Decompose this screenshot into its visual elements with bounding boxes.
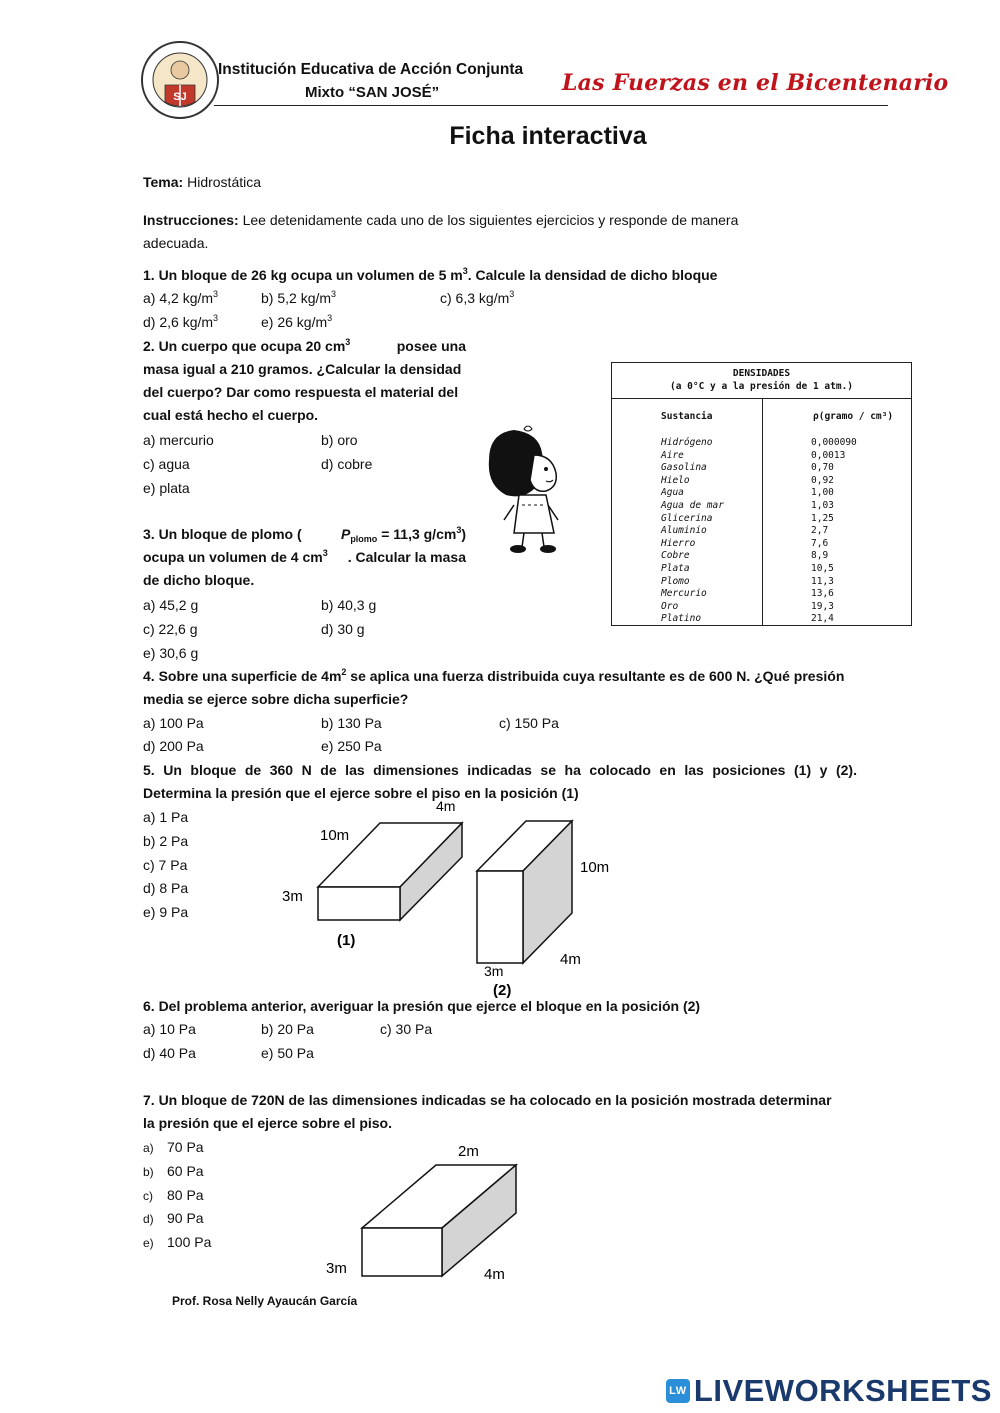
q7-block-figure xyxy=(320,1138,530,1288)
slogan: Las Fuerzas en el Bicentenario xyxy=(562,70,949,96)
table-substance: Hierro xyxy=(661,537,696,549)
q6-option-b[interactable]: b) 20 Pa xyxy=(261,1021,314,1037)
fig2-label-3m: 3m xyxy=(484,963,504,979)
q1-option-b[interactable]: b) 5,2 $kg/m^3$ xyxy=(261,289,337,306)
q7-label-3m: 3m xyxy=(326,1260,347,1277)
school-logo xyxy=(140,40,220,120)
table-substance: Hielo xyxy=(661,474,690,486)
q3-option-c[interactable]: c) 22,6 g xyxy=(143,621,198,637)
table-substance: Hidrógeno xyxy=(661,437,713,448)
q5-block-figures xyxy=(270,795,630,1000)
q6-option-d[interactable]: d) 40 Pa xyxy=(143,1045,196,1061)
density-table-subtitle: (a 0°C y a la presión de 1 atm.) xyxy=(669,381,854,392)
table-density-value: 11,3 xyxy=(811,575,834,587)
table-density-value: 0,70 xyxy=(811,462,834,474)
fig1-label-4m: 4m xyxy=(436,798,456,814)
q1-option-a[interactable]: a) 4,2 $kg/m^3$ xyxy=(143,289,219,306)
table-density-value: 21,4 xyxy=(811,613,834,625)
table-density-value: 7,6 xyxy=(811,537,829,549)
table-col-substance: Sustancia xyxy=(661,411,713,422)
fig1-position-label: (1) xyxy=(337,932,356,949)
q5-option-c[interactable]: c) 7 Pa xyxy=(143,857,188,873)
table-substance: Gasolina xyxy=(661,462,707,474)
table-substance: Agua xyxy=(661,487,684,499)
q1-option-e[interactable]: e) 26 $kg/m^3$ xyxy=(261,313,333,330)
table-density-value: 0,000090 xyxy=(811,437,857,448)
tema xyxy=(143,174,261,190)
table-substance: Platino xyxy=(661,613,702,625)
header-rule xyxy=(214,105,888,106)
table-density-value: 19,3 xyxy=(811,600,834,612)
instrucciones-line2: adecuada. xyxy=(143,235,209,251)
table-substance: Aluminio xyxy=(661,525,707,537)
q5-option-b[interactable]: b) 2 Pa xyxy=(143,833,189,849)
q7-text: 7. Un bloque de 720N de las dimensiones indicadas se ha colocado en la posición mostrada determinar la presión que el ejerce sobre el piso. xyxy=(143,1092,832,1131)
table-divider xyxy=(762,399,763,625)
table-substance: Aire xyxy=(661,449,684,461)
density-table xyxy=(611,362,912,626)
density-table-title: DENSIDADES xyxy=(732,368,791,379)
fig2-front-face xyxy=(477,871,523,963)
logo-letters: SJ xyxy=(173,91,187,103)
q1-text xyxy=(143,264,717,287)
q7-label-2m: 2m xyxy=(458,1143,479,1160)
q3-option-e[interactable]: e) 30,6 g xyxy=(143,645,199,661)
q7-option-a[interactable]: a) 70 Pa xyxy=(143,1139,204,1155)
q6-option-e[interactable]: e) 50 Pa xyxy=(261,1045,314,1061)
q5-text: 5. Un bloque de 360 N de las dimensiones indicadas se ha colocado en las posiciones (1) y (2). Determina la presión que el ejerce sobre el piso en la posición (1) xyxy=(143,762,857,801)
q4-option-d[interactable]: d) 200 Pa xyxy=(143,738,204,754)
institution-line2: Mixto “SAN JOSÉ” xyxy=(305,84,440,101)
table-density-value: 10,5 xyxy=(811,563,834,574)
density-table-header xyxy=(612,363,911,399)
page-title: Ficha interactiva xyxy=(449,122,647,150)
q2-option-d[interactable]: d) cobre xyxy=(321,456,373,472)
q3-option-b[interactable]: b) 40,3 g xyxy=(321,597,377,613)
q1-option-d[interactable]: d) 2,6 $kg/m^3$ xyxy=(143,313,219,330)
q5-option-d[interactable]: d) 8 Pa xyxy=(143,880,189,896)
q2-option-c[interactable]: c) agua xyxy=(143,456,190,472)
table-substance: Glicerina xyxy=(661,512,713,524)
author: Prof. Rosa Nelly Ayaucán García xyxy=(172,1294,358,1308)
q7-label-4m: 4m xyxy=(484,1266,505,1283)
fig1-label-3m: 3m xyxy=(282,888,303,905)
q3-option-d[interactable]: d) 30 g xyxy=(321,621,365,637)
table-substance: Plomo xyxy=(661,575,690,587)
q7-option-e[interactable]: e) 100 Pa xyxy=(143,1234,212,1250)
q6-option-c[interactable]: c) 30 Pa xyxy=(380,1021,433,1037)
q4-text: 4. Sobre una superficie de $4m^2$ se aplica una fuerza distribuida cuya resultante es de 600 N. ¿Qué presión media se ejerce sobre dicha superficie? xyxy=(143,667,845,707)
table-col-density: ρ(gramo / cm³) xyxy=(813,411,894,422)
table-density-value: 1,00 xyxy=(811,487,834,499)
table-density-value: 2,7 xyxy=(811,525,829,537)
table-density-value: 0,0013 xyxy=(811,449,846,461)
fig2-label-4m: 4m xyxy=(560,951,581,968)
fig2-position-label: (2) xyxy=(493,982,512,999)
tema-label: Tema: xyxy=(143,174,184,190)
q2-text: 2. Un cuerpo que ocupa 20 $cm^3$ posee una masa igual a 210 gramos. ¿Calcular la densidad del cuerpo? Dar como respuesta el material del cual está hecho el cuerpo. xyxy=(143,337,466,423)
fig1-label-10m: 10m xyxy=(320,827,350,844)
brand-text: LIVEWORKSHEETS xyxy=(693,1373,992,1408)
q1-text-end: . Calcule la densidad de dicho bloque xyxy=(467,267,718,283)
table-density-value: 0,92 xyxy=(811,474,834,486)
table-substance: Mercurio xyxy=(661,588,707,600)
q7-front-face xyxy=(362,1228,442,1276)
q4-option-c[interactable]: c) 150 Pa xyxy=(499,715,559,731)
q1-text-main: 1. Un bloque de 26 kg ocupa un volumen de 5 m xyxy=(143,267,463,283)
q2-option-a[interactable]: a) mercurio xyxy=(143,432,214,448)
tema-value: Hidrostática xyxy=(187,174,262,190)
q1-option-c[interactable]: c) 6,3 $kg/m^3$ xyxy=(440,289,515,306)
table-density-value: 13,6 xyxy=(811,588,834,600)
table-substance: Oro xyxy=(661,600,679,612)
table-substance: Plata xyxy=(661,563,690,574)
q3-text: 3. Un bloque de plomo ( $P_{plomo} = 11,3$ $g/cm^3$) ocupa un volumen de 4 $cm^3$ . Calcular la masa de dicho bloque. xyxy=(143,525,466,588)
fig2-label-10m: 10m xyxy=(580,859,610,876)
q5-option-a[interactable]: a) 1 Pa xyxy=(143,809,189,825)
lw-badge-icon: LW xyxy=(666,1379,690,1403)
instrucciones-label: Instrucciones: xyxy=(143,212,239,228)
liveworksheets-logo[interactable] xyxy=(666,1373,992,1409)
q5-option-e[interactable]: e) 9 Pa xyxy=(143,904,189,920)
table-density-value: 1,03 xyxy=(811,500,834,511)
instrucciones-line1: Lee detenidamente cada uno de los siguientes ejercicios y responde de manera xyxy=(242,212,739,228)
cartoon-girl-illustration xyxy=(484,425,574,555)
table-substance: Cobre xyxy=(661,550,690,562)
q7-option-c[interactable]: c) 80 Pa xyxy=(143,1187,204,1203)
institution-line1: Institución Educativa de Acción Conjunta xyxy=(218,61,524,78)
q6-text: 6. Del problema anterior, averiguar la presión que ejerce el bloque en la posición (2) xyxy=(143,998,701,1014)
instrucciones xyxy=(143,209,843,255)
q1-sup: 3 xyxy=(462,266,468,276)
q4-option-a[interactable]: a) 100 Pa xyxy=(143,715,204,731)
q2-option-e[interactable]: e) plata xyxy=(143,480,190,496)
q6-option-a[interactable]: a) 10 Pa xyxy=(143,1021,196,1037)
table-density-value: 8,9 xyxy=(811,550,829,562)
q7-option-b[interactable]: b) 60 Pa xyxy=(143,1163,204,1179)
table-density-value: 1,25 xyxy=(811,512,834,524)
q4-option-b[interactable]: b) 130 Pa xyxy=(321,715,382,731)
table-substance: Agua de mar xyxy=(661,500,724,511)
fig1-front-face xyxy=(318,887,400,920)
q7-option-d[interactable]: d) 90 Pa xyxy=(143,1210,204,1226)
q3-option-a[interactable]: a) 45,2 g xyxy=(143,597,199,613)
q2-option-b[interactable]: b) oro xyxy=(321,432,358,448)
q4-option-e[interactable]: e) 250 Pa xyxy=(321,738,382,754)
